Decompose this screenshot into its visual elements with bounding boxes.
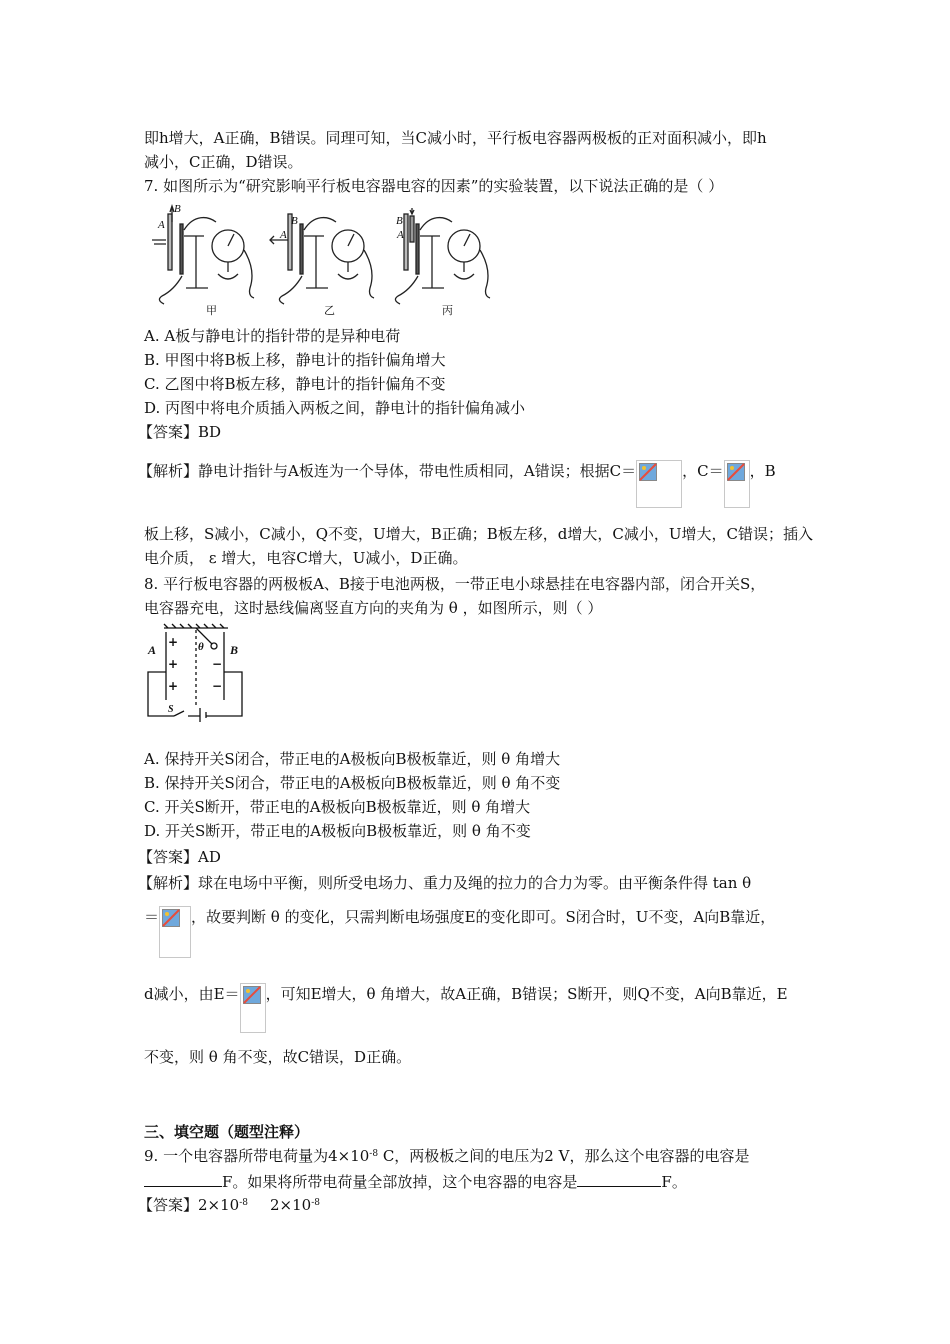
svg-text:+: +: [168, 635, 179, 649]
setup-yi: [270, 214, 374, 304]
svg-text:θ: θ: [198, 641, 204, 653]
analysis-line: 不变，则 θ 角不变，故C错误，D正确。: [144, 1048, 412, 1066]
answer: 【答案】$2\times 10^{-8}$ $2\times 10^{-8}$: [138, 1196, 320, 1214]
question-9-stem: F。如果将所带电荷量全部放掉，这个电容器的电容是 F。: [144, 1170, 687, 1193]
broken-image-icon: [243, 986, 261, 1004]
q7-experiment-figure: [144, 200, 496, 320]
option-b: B. 甲图中将B板上移，静电计的指针偏角增大: [144, 351, 446, 369]
svg-text:B: B: [291, 215, 298, 227]
q8-capacitor-figure: [144, 622, 248, 722]
formula-image: [636, 460, 682, 508]
question-7-stem: 7. 如图所示为“研究影响平行板电容器电容的因素”的实验装置，以下说法正确的是（ ）: [144, 177, 724, 195]
svg-text:+: +: [168, 657, 179, 671]
analysis-line: 【解析】静电计指针与A板连为一个导体，带电性质相同，A错误；根据C＝ ，C＝ ，B: [138, 460, 776, 508]
setup-jia: [152, 206, 254, 304]
fig-label-jia: 甲: [206, 304, 217, 317]
svg-text:B: B: [396, 215, 403, 227]
analysis-line: 电介质， ε 增大，电容C增大，U减小，D正确。: [144, 549, 468, 567]
question-8-stem: 电容器充电，这时悬线偏离竖直方向的夹角为 θ ，如图所示，则（ ）: [144, 599, 603, 617]
svg-text:S: S: [168, 704, 174, 715]
setup-bing: [395, 208, 490, 304]
svg-text:A: A: [158, 219, 165, 231]
fig-label-yi: 乙: [324, 304, 335, 317]
broken-image-icon: [727, 463, 745, 481]
analysis-line: d减小，由E＝ ，可知E增大，θ 角增大，故A正确，B错误；S断开，则Q不变，A向B靠近，E: [144, 983, 788, 1033]
svg-text:A: A: [148, 643, 157, 657]
svg-text:A: A: [397, 229, 404, 241]
svg-text:−: −: [212, 679, 223, 693]
svg-text:B: B: [230, 643, 239, 657]
question-8-stem: 8. 平行板电容器的两极板A、B接于电池两极，一带正电小球悬挂在电容器内部，闭合开关S，: [144, 575, 766, 593]
formula-image: [159, 906, 191, 958]
analysis-line: 板上移，S减小，C减小，Q不变，U增大，B正确；B板左移，d增大，C减小，U增大，C错误；插入: [144, 525, 813, 543]
option-d: D. 丙图中将电介质插入两板之间，静电计的指针偏角减小: [144, 399, 526, 417]
broken-image-icon: [162, 909, 180, 927]
formula-image: [240, 983, 266, 1033]
svg-text:B: B: [174, 203, 181, 215]
answer: 【答案】BD: [138, 423, 222, 441]
option-b: B. 保持开关S闭合，带正电的A极板向B极板靠近，则 θ 角不变: [144, 774, 561, 792]
svg-text:A: A: [280, 229, 287, 241]
fig-label-bing: 丙: [442, 304, 453, 317]
text-line: 减小，C正确，D错误。: [144, 153, 303, 171]
answer: 【答案】AD: [138, 848, 221, 866]
formula-image: [724, 460, 750, 508]
broken-image-icon: [639, 463, 657, 481]
analysis-line: ＝ ，故要判断 θ 的变化，只需判断电场强度E的变化即可。S闭合时，U不变，A向B靠近，: [144, 906, 775, 958]
fill-blank-2[interactable]: [577, 1170, 661, 1187]
fill-blank-1[interactable]: [144, 1170, 222, 1187]
option-a: A. 保持开关S闭合，带正电的A极板向B极板靠近，则 θ 角增大: [144, 750, 561, 768]
svg-text:+: +: [168, 679, 179, 693]
option-a: A. A板与静电计的指针带的是异种电荷: [144, 327, 401, 345]
option-d: D. 开关S断开，带正电的A极板向B极板靠近，则 θ 角不变: [144, 822, 531, 840]
analysis-line: 【解析】球在电场中平衡，则所受电场力、重力及绳的拉力的合力为零。由平衡条件得 tan θ: [138, 874, 752, 892]
section-title: 三、填空题（题型注释）: [144, 1123, 310, 1141]
option-c: C. 开关S断开，带正电的A极板向B极板靠近，则 θ 角增大: [144, 798, 531, 816]
text-line: 即h增大，A正确，B错误。同理可知，当C减小时，平行板电容器两极板的正对面积减小，即h: [144, 129, 767, 147]
svg-text:−: −: [212, 657, 223, 671]
question-9-stem: 9. 一个电容器所带电荷量为$4\times 10^{-8}$ C，两极板之间的电压为2 V，那么这个电容器的电容是: [144, 1147, 750, 1165]
option-c: C. 乙图中将B板左移，静电计的指针偏角不变: [144, 375, 446, 393]
